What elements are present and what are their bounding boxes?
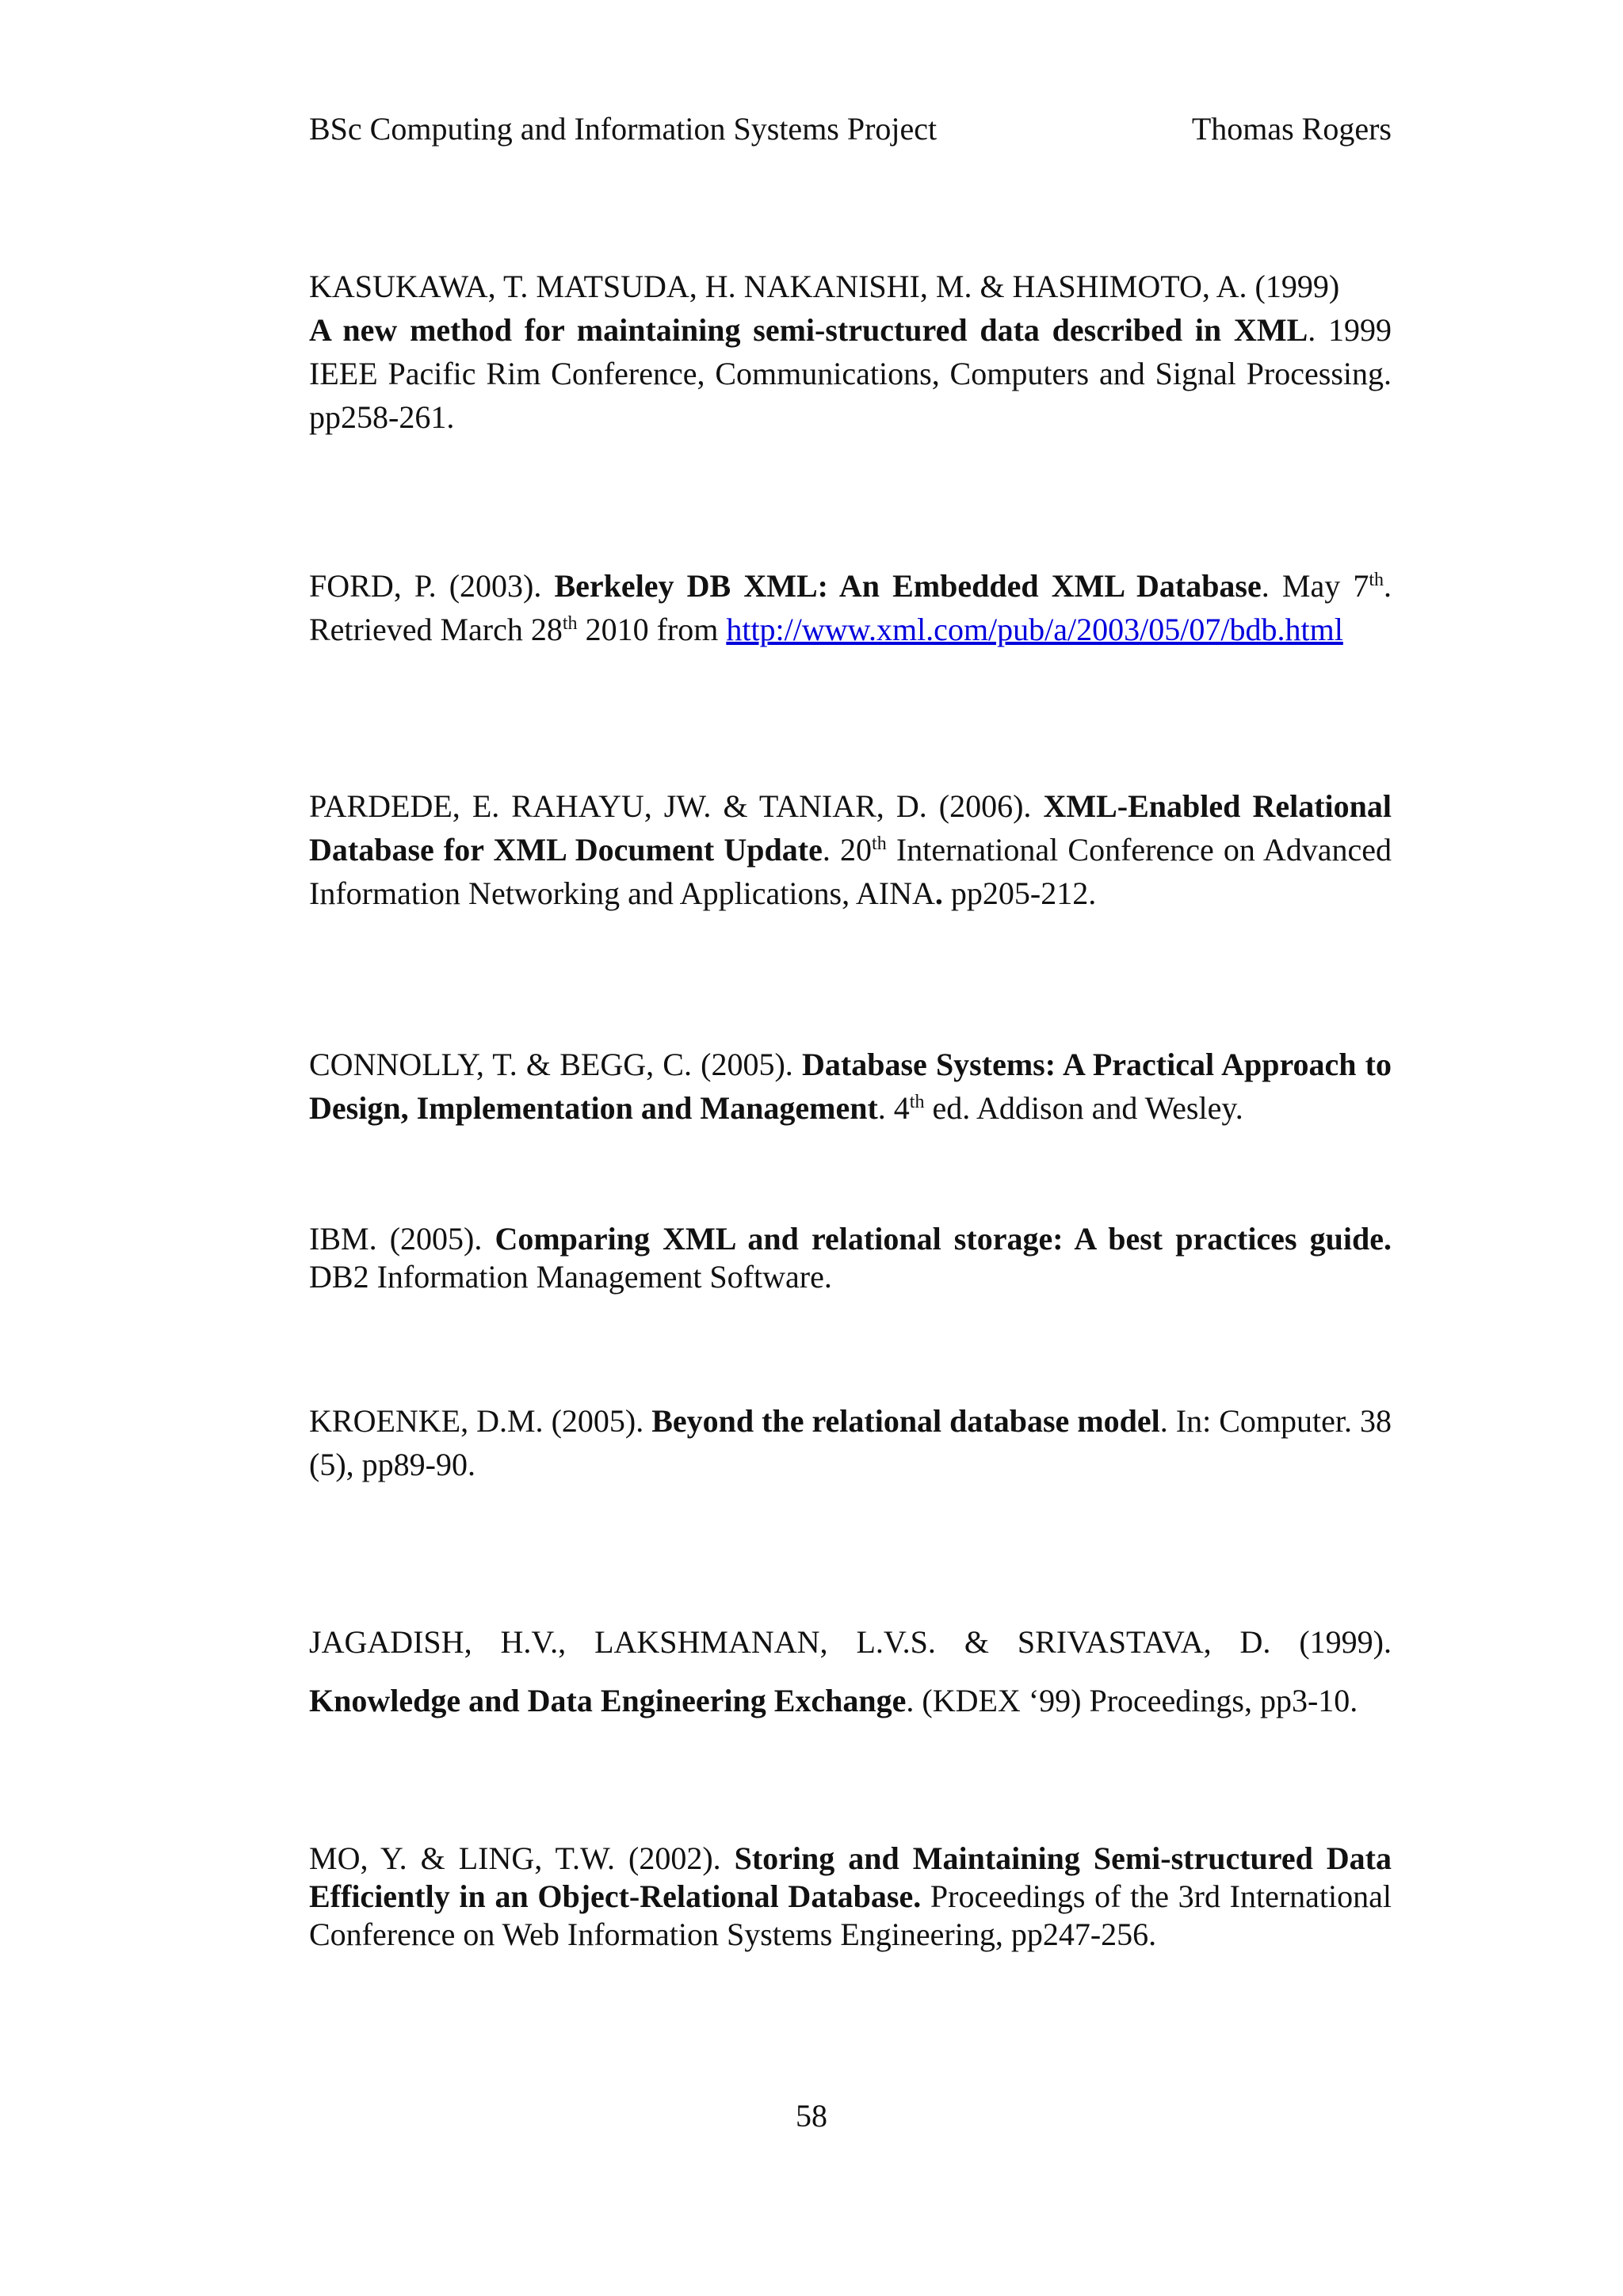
ref-superscript: th bbox=[909, 1092, 925, 1112]
ref-authors: MO, Y. & LING, T.W. (2002). bbox=[309, 1840, 735, 1876]
reference-kroenke bbox=[309, 1399, 1392, 1486]
page-number: 58 bbox=[796, 2098, 827, 2134]
header-project-title: BSc Computing and Information Systems Project bbox=[309, 111, 938, 147]
ref-details: ed. Addison and Wesley. bbox=[924, 1090, 1243, 1126]
ref-details: International Conference on Advanced Information Networking and Applications, AINA bbox=[309, 832, 1392, 911]
reference-pardede bbox=[309, 784, 1392, 915]
ref-title: XML-Enabled Relational Database for XML Document Update bbox=[309, 788, 1392, 868]
ref-title: Comparing XML and relational storage: A best practices guide. bbox=[495, 1221, 1392, 1257]
ref-title: Beyond the relational database model bbox=[651, 1403, 1160, 1439]
ref-superscript: th bbox=[872, 833, 887, 854]
ref-authors: IBM. (2005). bbox=[309, 1221, 495, 1257]
reference-kasukawa bbox=[309, 265, 1392, 439]
ref-details: Proceedings of the 3rd International Conference on Web Information Systems Engineering, pp247-256. bbox=[309, 1878, 1392, 1952]
ref-authors: KASUKAWA, T. MATSUDA, H. NAKANISHI, M. & HASHIMOTO, A. (1999) bbox=[309, 269, 1340, 304]
header-author: Thomas Rogers bbox=[1191, 111, 1392, 147]
ref-details: . 1999 IEEE Pacific Rim Conference, Communications, Computers and Signal Processing. pp258-261. bbox=[309, 312, 1392, 435]
reference-connolly bbox=[309, 1043, 1392, 1130]
ref-authors: KROENKE, D.M. (2005). bbox=[309, 1403, 652, 1439]
ref-title: Storing and Maintaining Semi-structured Data Efficiently in an Object-Relational Database. bbox=[309, 1840, 1392, 1914]
ref-authors: JAGADISH, H.V., LAKSHMANAN, L.V.S. & SRIVASTAVA, D. (1999). bbox=[309, 1624, 1392, 1660]
ref-title: Database Systems: A Practical Approach to Design, Implementation and Management bbox=[309, 1047, 1392, 1126]
ref-url-link[interactable]: http://www.xml.com/pub/a/2003/05/07/bdb.html bbox=[726, 612, 1343, 647]
ref-details: . May 7 bbox=[1261, 568, 1369, 604]
ref-bold-period: . bbox=[934, 875, 943, 911]
ref-details: 2010 from bbox=[577, 612, 727, 647]
reference-mo-ling bbox=[309, 1840, 1392, 1954]
ref-details: . In: Computer. 38 (5), pp89-90. bbox=[309, 1403, 1392, 1482]
ref-authors: PARDEDE, E. RAHAYU, JW. & TANIAR, D. (2006). bbox=[309, 788, 1044, 824]
ref-details: DB2 Information Management Software. bbox=[309, 1259, 832, 1295]
reference-jagadish bbox=[309, 1613, 1392, 1730]
ref-details: . Retrieved March 28 bbox=[309, 568, 1392, 647]
ref-details: . 4 bbox=[877, 1090, 910, 1126]
ref-details: . (KDEX ‘99) Proceedings, pp3-10. bbox=[906, 1683, 1358, 1718]
reference-ibm bbox=[309, 1220, 1392, 1296]
ref-superscript: th bbox=[1369, 570, 1384, 590]
ref-title: Knowledge and Data Engineering Exchange bbox=[309, 1683, 907, 1718]
ref-title: Berkeley DB XML: An Embedded XML Database bbox=[554, 568, 1262, 604]
ref-details: . 20 bbox=[822, 832, 873, 868]
reference-ford bbox=[309, 564, 1392, 651]
ref-details: pp205-212. bbox=[942, 875, 1097, 911]
ref-superscript: th bbox=[562, 613, 578, 634]
ref-authors: FORD, P. (2003). bbox=[309, 568, 555, 604]
ref-title: A new method for maintaining semi-structured data described in XML bbox=[309, 312, 1308, 348]
ref-authors: CONNOLLY, T. & BEGG, C. (2005). bbox=[309, 1047, 802, 1082]
